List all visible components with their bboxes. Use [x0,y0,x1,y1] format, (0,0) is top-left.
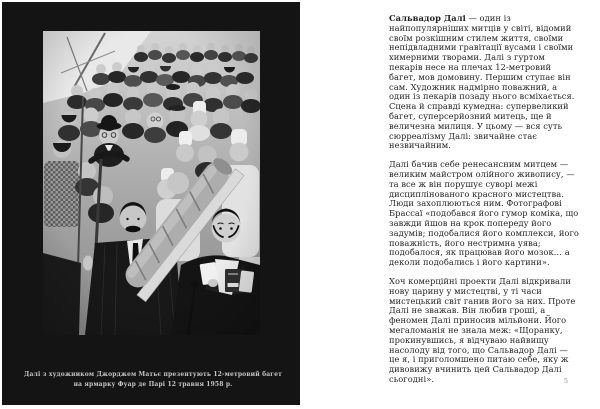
caption-line-2: на ярмарку Фуар де Парі 12 травня 1958 р. [73,380,233,388]
paragraph-3: Хоч комерційні проекти Далі відкривали нову царину у мистецтві, у ті часи мистецький світ ганив його за них. Проте Далі не зважав. Він любив гроші, а феномен Далі приносив мільйони. Його мегаломанія не знала меж: «Щоранку, прокинувшись, я відчуваю найвищу насолоду від того, що Сальвадор Далі — це я, і приголомшено питаю себе, яку ж дивовижу вчинить цей Сальвадор Далі сьогодні». [389,275,576,384]
photo-caption [23,370,283,389]
article-lead-title: Сальвадор Далі [389,13,466,23]
caption-line-1: Далі з художником Джорджем Матьє презентують 12-метровий багет [24,371,282,378]
photo-illustration [43,31,260,335]
paragraph-1-text: — один із найпопулярніших митців у світі, відомий своїм розкішним стилем життя, своїми непідвладними гравітації вусами і своїми химерними творами. Далі з гуртом пекарів несе на плечах 12-метровий багет, мов домовину. Першим ступає він сам. Художник надмірно поважний, а один із пекарів позаду нього всміхається. Сцена й справді кумедна: супервеликий багет, суперсерйозний митець, ще й величезна милиця. У цьому — вся суть сюрреалізму Далі: звичайне стає незвичайним. [389,13,575,151]
left-page [2,2,300,405]
page-number: 5 [563,377,568,385]
paragraph-2: Далі бачив себе ренесансним митцем — великим майстром олійного живопису, — та все ж він порушує суворі межі дисциплінованого красного мистецтва. Люди захоплюються ним. Фотографові Брассаї «подобався його гумор коміка, що завжди йшов на крок попереду його задумів; подобалися його комплекси, його поважність, його нестримна уява; подобалося, як працював його мозок… а деколи подобались і його картини». [389,159,579,268]
paragraph-1 [389,14,580,151]
article-text [389,14,580,385]
dali-baguette-photo [43,31,260,335]
right-page [300,0,600,409]
